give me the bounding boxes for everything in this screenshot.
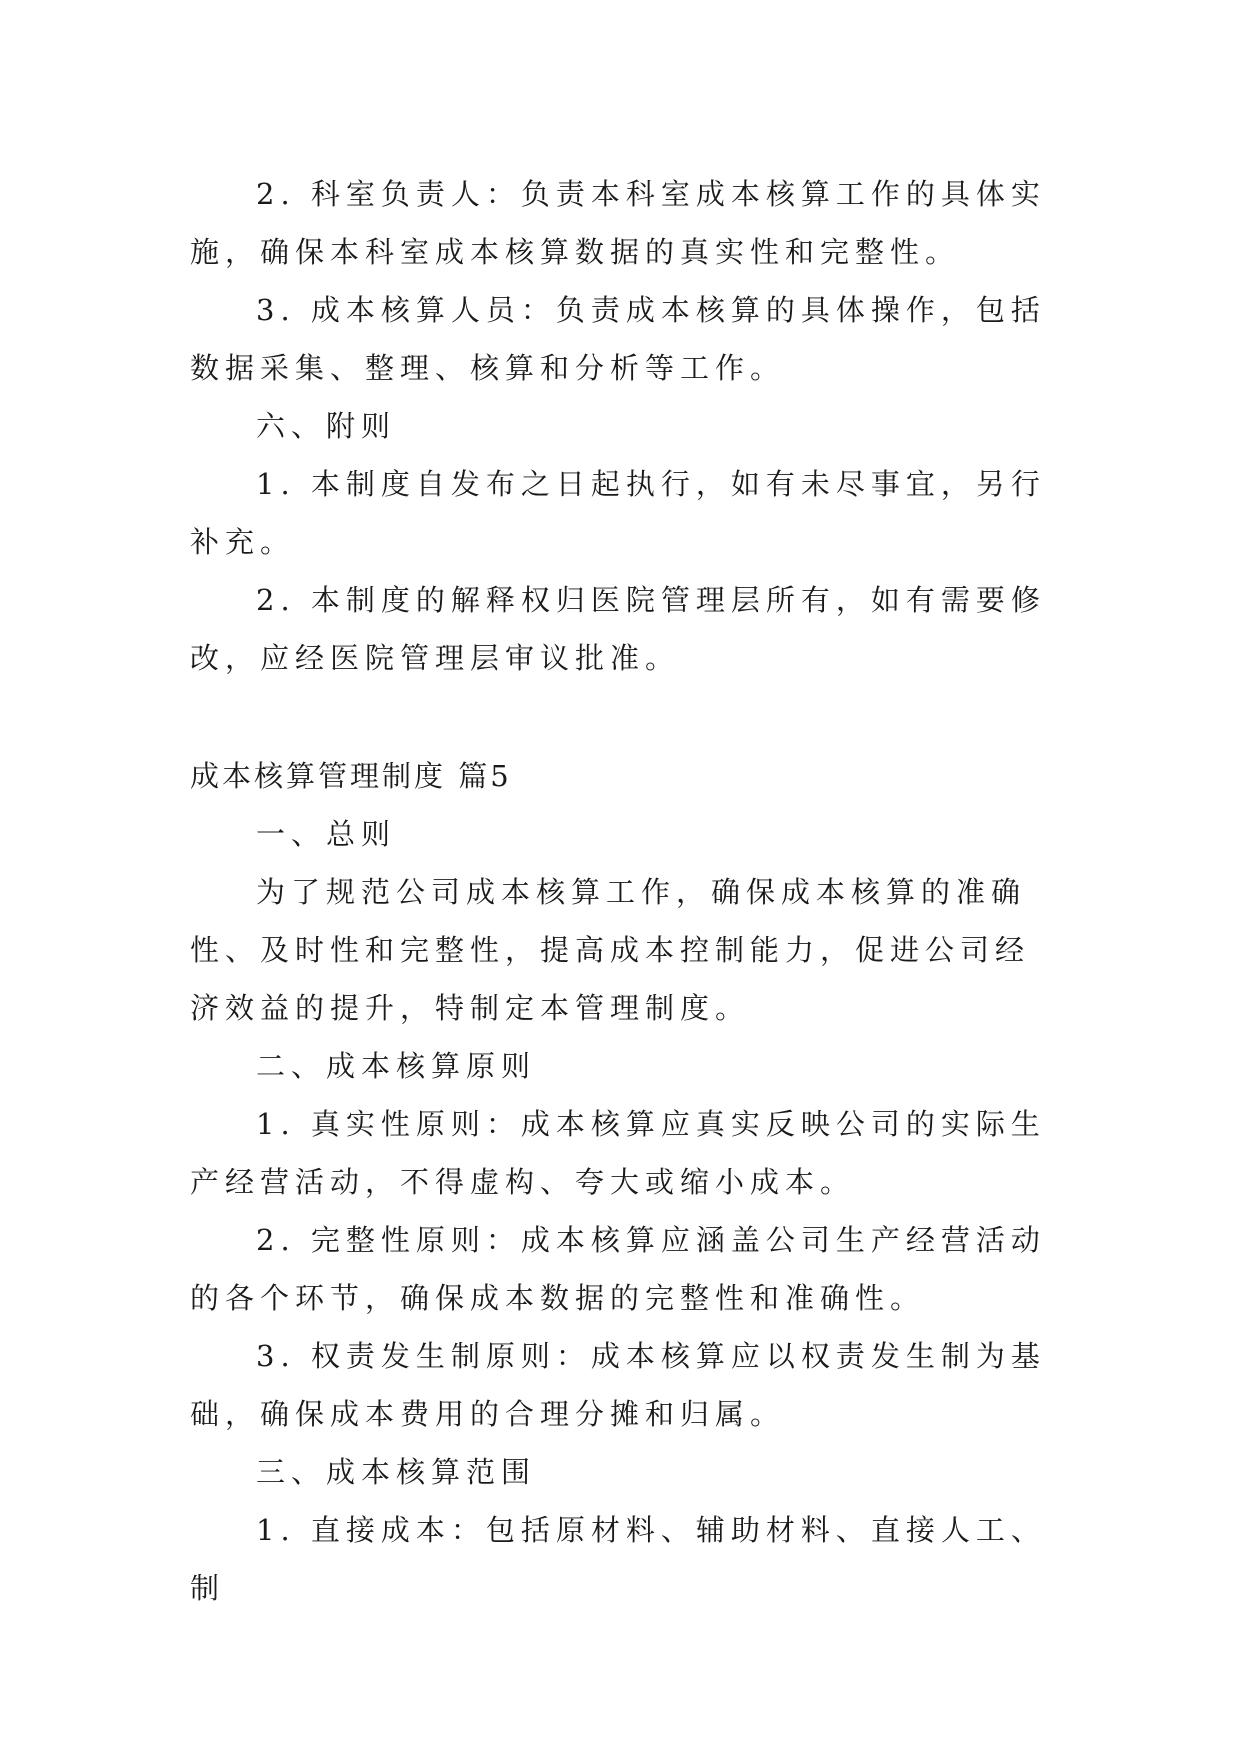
section-title: 成本核算管理制度 篇5 <box>190 759 512 793</box>
heading-general-provisions: 一、总则 <box>256 817 397 851</box>
heading-supplementary-provisions: 六、附则 <box>256 409 397 443</box>
document-body <box>190 165 1060 1617</box>
paragraph-purpose: 为了规范公司成本核算工作，确保成本核算的准确性、及时性和完整性，提高成本控制能力，促进公司经济效益的提升，特制定本管理制度。 <box>190 875 1031 1025</box>
paragraph-accounting-staff: 3. 成本核算人员：负责成本核算的具体操作，包括数据采集、整理、核算和分析等工作。 <box>190 293 1046 385</box>
paragraph-effective-date: 1. 本制度自发布之日起执行，如有未尽事宜，另行补充。 <box>190 467 1046 559</box>
paragraph-direct-cost: 1. 直接成本：包括原材料、辅助材料、直接人工、制 <box>190 1513 1046 1605</box>
paragraph-interpretation: 2. 本制度的解释权归医院管理层所有，如有需要修改，应经医院管理层审议批准。 <box>190 583 1046 675</box>
paragraph-accrual-principle: 3. 权责发生制原则：成本核算应以权责发生制为基础，确保成本费用的合理分摊和归属。 <box>190 1339 1046 1431</box>
paragraph-dept-head: 2. 科室负责人：负责本科室成本核算工作的具体实施，确保本科室成本核算数据的真实性和完整性。 <box>190 177 1046 269</box>
section-gap <box>190 687 1060 747</box>
heading-accounting-scope: 三、成本核算范围 <box>256 1455 537 1489</box>
paragraph-authenticity-principle: 1. 真实性原则：成本核算应真实反映公司的实际生产经营活动，不得虚构、夸大或缩小成本。 <box>190 1107 1046 1199</box>
paragraph-completeness-principle: 2. 完整性原则：成本核算应涵盖公司生产经营活动的各个环节，确保成本数据的完整性和准确性。 <box>190 1223 1046 1315</box>
heading-accounting-principles: 二、成本核算原则 <box>256 1049 537 1083</box>
